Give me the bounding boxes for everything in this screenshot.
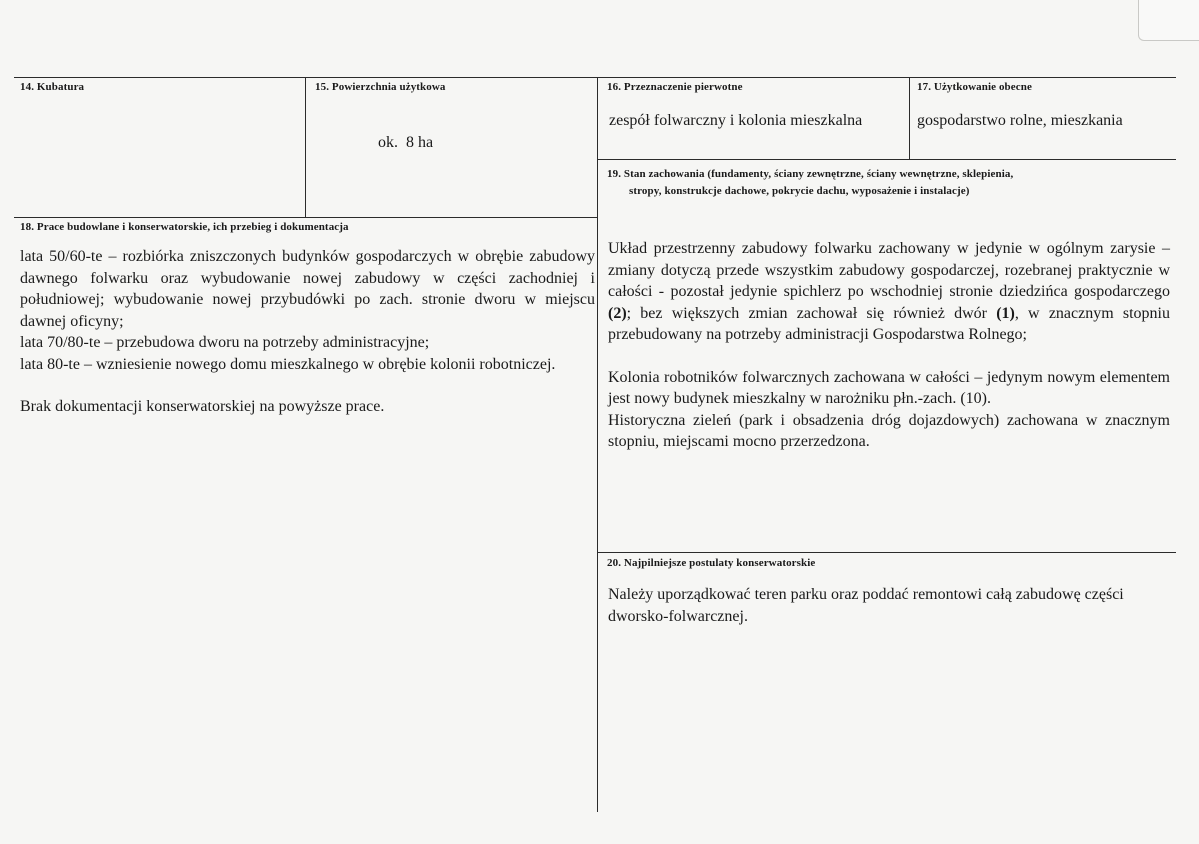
stan-ref-2: (2)	[608, 304, 627, 322]
stan-p1-a: Układ przestrzenny zabudowy folwarku zachowany w jedynie w ogólnym zarysie – zmiany dotyczą przede wszystkim zabudowy gospodarczej, rozebranej praktycznie w całości - pozostał jedynie spichlerz po wschodniej stronie dziedzińca gospodarczego	[608, 240, 1170, 300]
uzytkowanie-label: 17. Użytkowanie obecne	[917, 81, 1032, 93]
prace-note: Brak dokumentacji konserwatorskiej na powyższe prace.	[20, 398, 385, 415]
top-rule	[14, 77, 1176, 78]
rule-above-20	[597, 552, 1176, 553]
prace-line-1: lata 50/60-te – rozbiórka zniszczonych budynków gospodarczych w obrębie zabudowy dawnego folwarku oraz wybudowanie nowej zabudowy w części zachodniej i południowej; wybudowanie nowej przybudówki po zach. stronie dworu w miejscu dawnej oficyny;	[20, 248, 595, 330]
prace-label: 18. Prace budowlane i konserwatorskie, ich przebieg i dokumentacja	[20, 221, 349, 233]
przeznaczenie-value: zespół folwarczny i kolonia mieszkalna	[609, 112, 863, 129]
stan-paragraph-3: Historyczna zieleń (park i obsadzenia dróg dojazdowych) zachowana w znacznym stopniu, miejscami mocno przerzedzona.	[608, 411, 1170, 450]
stan-p1-e: , w znacznym stopniu przebudowany na potrzeby administracji Gospodarstwa Rolnego;	[608, 304, 1170, 343]
stan-paragraph-1	[608, 238, 1170, 346]
paragraph-gap	[608, 346, 1170, 367]
scan-page-corner	[1138, 0, 1199, 41]
stan-paragraph-2: Kolonia robotników folwarcznych zachowana w całości – jedynym nowym elementem jest nowy budynek mieszkalny w narożniku płn.-zach. (10).	[608, 368, 1170, 407]
center-divider	[597, 77, 598, 812]
stan-ref-1: (1)	[996, 304, 1015, 322]
kubatura-label: 14. Kubatura	[20, 81, 85, 93]
prace-line-3: lata 80-te – wzniesienie nowego domu mieszkalnego w obrębie kolonii robotniczej.	[20, 355, 556, 373]
stan-label-line2: stropy, konstrukcje dachowe, pokrycie dachu, wyposażenie i instalacje)	[629, 185, 970, 197]
rule-under-16-17	[597, 159, 1176, 160]
stan-text	[608, 238, 1170, 453]
postulaty-label: 20. Najpilniejsze postulaty konserwatorskie	[607, 557, 816, 569]
postulaty-text: Należy uporządkować teren parku oraz poddać remontowi całą zabudowę części dworsko-folwarcznej.	[608, 586, 1124, 625]
prace-text	[20, 246, 595, 418]
prace-line-2: lata 70/80-te – przebudowa dworu na potrzeby administracyjne;	[20, 334, 430, 351]
powierzchnia-label: 15. Powierzchnia użytkowa	[315, 81, 446, 93]
divider-16-17	[909, 77, 910, 159]
przeznaczenie-label: 16. Przeznaczenie pierwotne	[607, 81, 743, 93]
rule-under-14-15	[14, 217, 598, 218]
uzytkowanie-value: gospodarstwo rolne, mieszkania	[917, 112, 1123, 129]
stan-p1-c: ; bez większych zmian zachował się również dwór	[626, 304, 997, 322]
paragraph-gap	[20, 375, 595, 396]
powierzchnia-value: ok. 8 ha	[378, 134, 434, 151]
divider-14-15	[305, 77, 306, 217]
stan-label-line1: 19. Stan zachowania (fundamenty, ściany zewnętrzne, ściany wewnętrzne, sklepienia,	[607, 168, 1014, 180]
